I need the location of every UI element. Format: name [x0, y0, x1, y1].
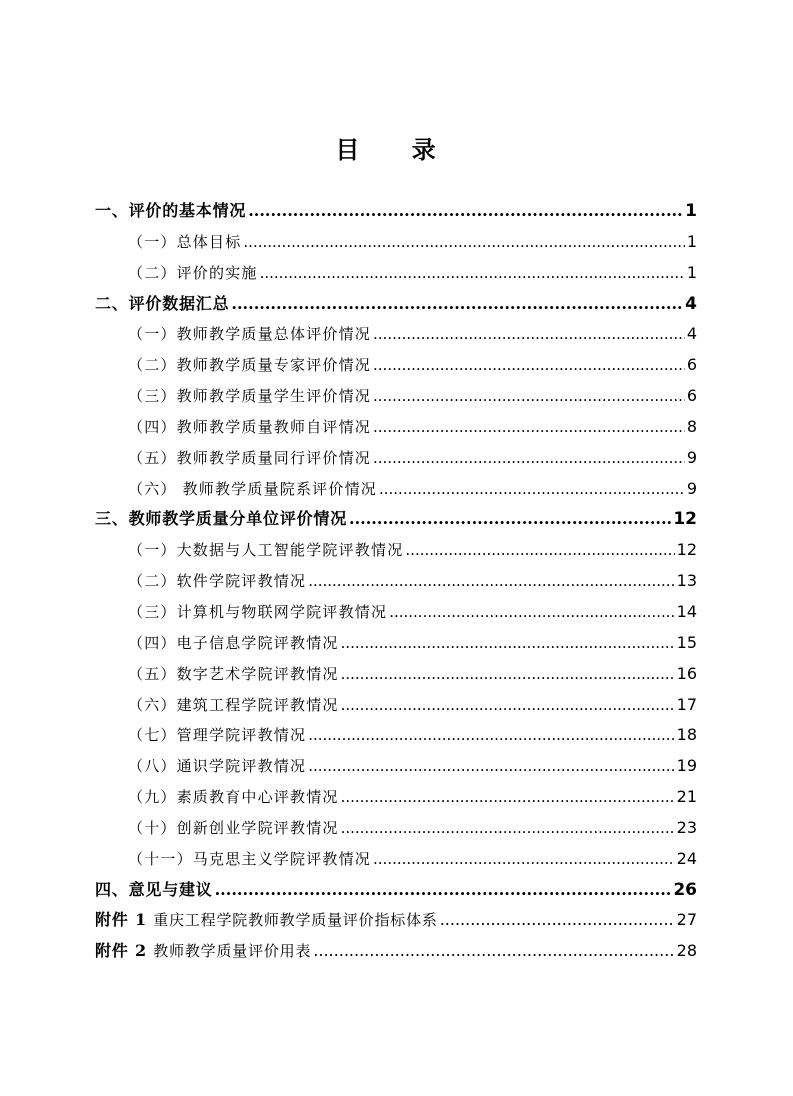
- toc-entry-page: 12: [673, 509, 697, 530]
- toc-entry-page: 24: [676, 848, 697, 868]
- dot-leader: [313, 936, 674, 967]
- dot-leader: [341, 782, 675, 813]
- dot-leader: [373, 381, 685, 412]
- toc-entry[interactable]: [95, 289, 697, 320]
- dot-leader: [349, 504, 671, 535]
- toc-entry-page: 4: [686, 324, 697, 344]
- toc-entry[interactable]: [95, 597, 697, 628]
- dot-leader: [373, 412, 685, 443]
- dot-leader: [243, 227, 684, 258]
- toc-entry[interactable]: [95, 504, 697, 535]
- dot-leader: [405, 535, 674, 566]
- dot-leader: [373, 844, 675, 875]
- toc-entry[interactable]: [95, 258, 697, 289]
- appendix-title: 重庆工程学院教师教学质量评价指标体系: [153, 911, 438, 930]
- toc-entry-label: （六） 教师教学质量院系评价情况: [128, 479, 377, 498]
- toc-entry-label: （九）素质教育中心评教情况: [128, 788, 339, 807]
- toc-entry-label: [95, 936, 311, 967]
- toc-entry[interactable]: [95, 350, 697, 381]
- dot-leader: [389, 597, 674, 628]
- dot-leader: [341, 690, 675, 721]
- toc-entry-page: 1: [686, 231, 697, 251]
- toc-entry-page: 1: [685, 201, 697, 221]
- dot-leader: [373, 443, 685, 474]
- dot-leader: [215, 875, 672, 906]
- toc-entry-page: 6: [686, 386, 697, 406]
- toc-entry-label: （二）教师教学质量专家评价情况: [128, 356, 372, 375]
- toc-entry-label: 二、评价数据汇总: [95, 293, 230, 313]
- dot-leader: [308, 566, 674, 597]
- toc-title: 目 录: [335, 135, 458, 164]
- toc-entry[interactable]: [95, 566, 697, 597]
- toc-entry[interactable]: [95, 751, 697, 782]
- dot-leader: [440, 905, 675, 936]
- toc-entry-page: 14: [676, 601, 697, 621]
- dot-leader: [341, 659, 675, 690]
- toc-entry-label: （四）电子信息学院评教情况: [128, 633, 339, 652]
- toc-entry-label: （二）软件学院评教情况: [128, 572, 307, 591]
- toc-entry[interactable]: [95, 659, 697, 690]
- toc-entry-label: （八）通识学院评教情况: [128, 757, 307, 776]
- dot-leader: [248, 196, 683, 227]
- toc-entry-label: （二）评价的实施: [128, 263, 258, 282]
- toc-entry-page: 17: [676, 694, 697, 714]
- toc-entry-page: 28: [676, 941, 697, 961]
- toc-entry-label: （三）计算机与物联网学院评教情况: [128, 602, 388, 621]
- dot-leader: [260, 258, 685, 289]
- toc-entry-page: 18: [676, 725, 697, 745]
- toc-entry[interactable]: [95, 443, 697, 474]
- dot-leader: [341, 813, 675, 844]
- toc-entry-label: （五）教师教学质量同行评价情况: [128, 448, 372, 467]
- toc-entry-page: 27: [676, 910, 697, 930]
- toc-entry-label: 三、教师教学质量分单位评价情况: [95, 509, 348, 529]
- toc-entry-page: 16: [676, 663, 697, 683]
- toc-entry[interactable]: [95, 474, 697, 505]
- toc-appendix-entry[interactable]: [95, 905, 697, 936]
- toc-entry-label: （六）建筑工程学院评教情况: [128, 695, 339, 714]
- toc-entry-page: 8: [686, 416, 697, 436]
- toc-entry-label: （一）总体目标: [128, 232, 242, 251]
- toc-entry[interactable]: [95, 690, 697, 721]
- dot-leader: [373, 319, 685, 350]
- toc-entry-label: [95, 905, 438, 936]
- appendix-prefix: 附件 2: [95, 941, 147, 961]
- toc-entry-page: 6: [686, 355, 697, 375]
- toc-entry-page: 15: [676, 632, 697, 652]
- toc-entry-page: 23: [676, 817, 697, 837]
- toc-entry-page: 9: [686, 478, 697, 498]
- dot-leader: [341, 628, 675, 659]
- toc-entry[interactable]: [95, 319, 697, 350]
- toc-entry[interactable]: [95, 875, 697, 906]
- toc-entry-page: 21: [676, 787, 697, 807]
- table-of-contents: [95, 196, 697, 967]
- toc-entry-page: 26: [673, 879, 697, 900]
- toc-entry-label: 四、意见与建议: [95, 879, 213, 899]
- toc-entry-page: 1: [686, 262, 697, 282]
- toc-entry[interactable]: [95, 813, 697, 844]
- toc-entry-label: （十）创新创业学院评教情况: [128, 818, 339, 837]
- toc-entry-page: 9: [686, 447, 697, 467]
- toc-entry-label: 一、评价的基本情况: [95, 201, 247, 220]
- toc-entry-page: 13: [676, 571, 697, 591]
- toc-appendix-entry[interactable]: [95, 936, 697, 967]
- toc-entry[interactable]: [95, 535, 697, 566]
- toc-entry[interactable]: [95, 844, 697, 875]
- toc-entry-label: （十一）马克思主义学院评教情况: [128, 849, 372, 868]
- dot-leader: [231, 289, 683, 320]
- toc-entry[interactable]: [95, 628, 697, 659]
- dot-leader: [379, 474, 685, 505]
- toc-entry[interactable]: [95, 196, 697, 227]
- toc-entry-label: （五）数字艺术学院评教情况: [128, 664, 339, 683]
- appendix-title: 教师教学质量评价用表: [153, 942, 312, 961]
- toc-entry[interactable]: [95, 782, 697, 813]
- toc-entry-label: （四）教师教学质量教师自评情况: [128, 417, 372, 436]
- toc-entry-page: 4: [685, 293, 697, 314]
- dot-leader: [308, 720, 674, 751]
- toc-entry[interactable]: [95, 720, 697, 751]
- toc-entry-page: 19: [676, 756, 697, 776]
- toc-entry[interactable]: [95, 381, 697, 412]
- toc-entry-label: （一）大数据与人工智能学院评教情况: [128, 541, 404, 560]
- dot-leader: [373, 350, 685, 381]
- toc-entry-page: 12: [676, 540, 697, 560]
- toc-entry-label: （七）管理学院评教情况: [128, 726, 307, 745]
- appendix-prefix: 附件 1: [95, 910, 147, 930]
- toc-entry[interactable]: [95, 227, 697, 258]
- toc-entry-label: （一）教师教学质量总体评价情况: [128, 325, 372, 344]
- toc-entry-label: （三）教师教学质量学生评价情况: [128, 387, 372, 406]
- toc-entry[interactable]: [95, 412, 697, 443]
- dot-leader: [308, 751, 674, 782]
